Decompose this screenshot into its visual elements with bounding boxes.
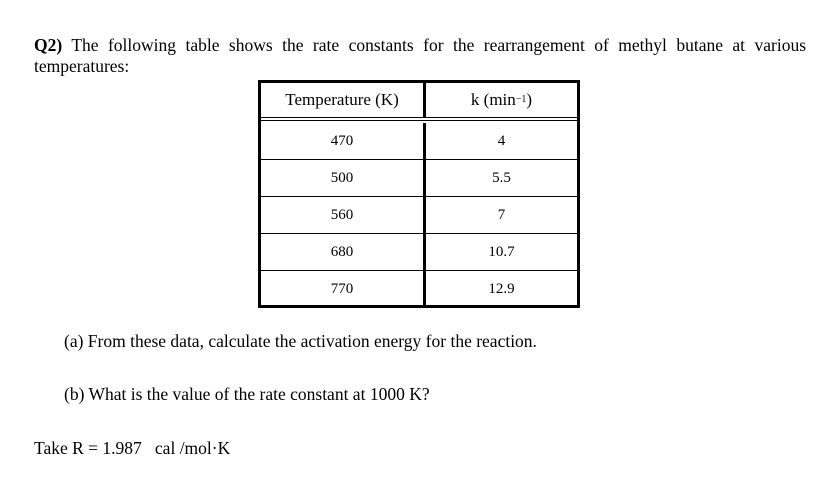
- header-k-suffix: ): [526, 90, 533, 109]
- table-header-row: [261, 83, 577, 121]
- gas-constant-note: Take R = 1.987 cal /mol·K: [34, 438, 231, 458]
- header-temperature: Temperature (K): [261, 83, 426, 117]
- cell-rate-constant: 12.9: [488, 281, 515, 297]
- cell-rate-constant: 5.5: [492, 169, 511, 186]
- part-b-question: (b) What is the value of the rate constant at 1000 K?: [64, 384, 430, 404]
- table-row: [261, 271, 577, 308]
- table-row: [261, 234, 577, 271]
- cell-rate-constant: 7: [497, 206, 506, 223]
- part-a-question: (a) From these data, calculate the activation energy for the reaction.: [64, 331, 537, 351]
- cell-temperature: 680: [261, 234, 426, 270]
- question-text: [34, 35, 806, 77]
- header-rate-constant: k (min −1 ): [470, 90, 533, 109]
- question-body: The following table shows the rate constants for the rearrangement of methyl butane at various temperatures:: [34, 35, 807, 76]
- cell-temperature: 470: [261, 123, 426, 159]
- cell-rate-constant: 10.7: [488, 243, 515, 260]
- table-row: [261, 197, 577, 234]
- table-body: [261, 123, 577, 308]
- table-row: [261, 160, 577, 197]
- question-number: Q2): [34, 35, 63, 55]
- cell-temperature: 770: [261, 271, 426, 308]
- rate-constant-table: [258, 80, 580, 308]
- table-row: [261, 123, 577, 160]
- cell-rate-constant: 4: [497, 132, 506, 149]
- cell-temperature: 500: [261, 160, 426, 196]
- header-k-prefix: k (min: [470, 90, 516, 109]
- cell-temperature: 560: [261, 197, 426, 233]
